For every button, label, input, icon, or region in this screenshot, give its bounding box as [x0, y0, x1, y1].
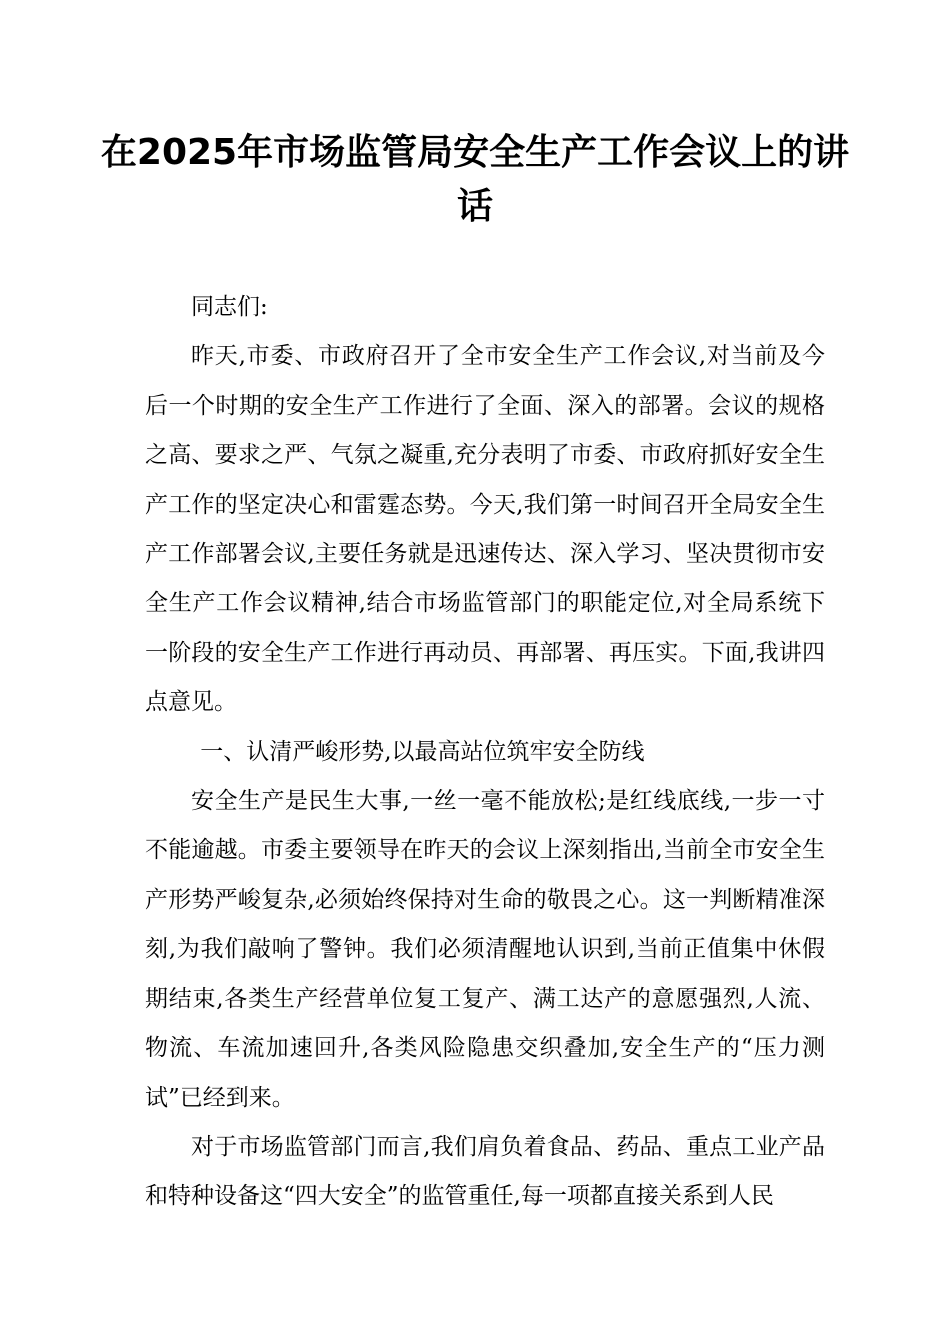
salutation: 同志们:: [191, 294, 268, 320]
body-paragraph: 对于市场监管部门而言,我们肩负着食品、药品、重点工业产品和特种设备这“四大安全”的监管重任,每一项都直接关系到人民: [145, 1133, 825, 1210]
document-title: 在2025年市场监管局安全生产工作会议上的讲话: [100, 132, 850, 227]
body-paragraph: 昨天,市委、市政府召开了全市安全生产工作会议,对当前及今后一个时期的安全生产工作进行了全面、深入的部署。会议的规格之高、要求之严、气氛之凝重,充分表明了市委、市政府抓好安全生产工作的坚定决心和雷霆态势。今天,我们第一时间召开全局安全生产工作部署会议,主要任务就是迅速传达、深入学习、坚决贯彻市安全生产工作会议精神,结合市场监管部门的职能定位,对全局系统下一阶段的安全生产工作进行再动员、再部署、再压实。下面,我讲四点意见。: [145, 343, 825, 716]
section-heading: 一、认清严峻形势,以最高站位筑牢安全防线: [200, 738, 645, 765]
body-paragraph: 安全生产是民生大事,一丝一毫不能放松;是红线底线,一步一寸不能逾越。市委主要领导在昨天的会议上深刻指出,当前全市安全生产形势严峻复杂,必须始终保持对生命的敬畏之心。这一判断精准深刻,为我们敲响了警钟。我们必须清醒地认识到,当前正值集中休假期结束,各类生产经营单位复工复产、满工达产的意愿强烈,人流、物流、车流加速回升,各类风险隐患交织叠加,安全生产的“压力测试”已经到来。: [145, 788, 825, 1111]
document-body: [145, 283, 825, 1222]
